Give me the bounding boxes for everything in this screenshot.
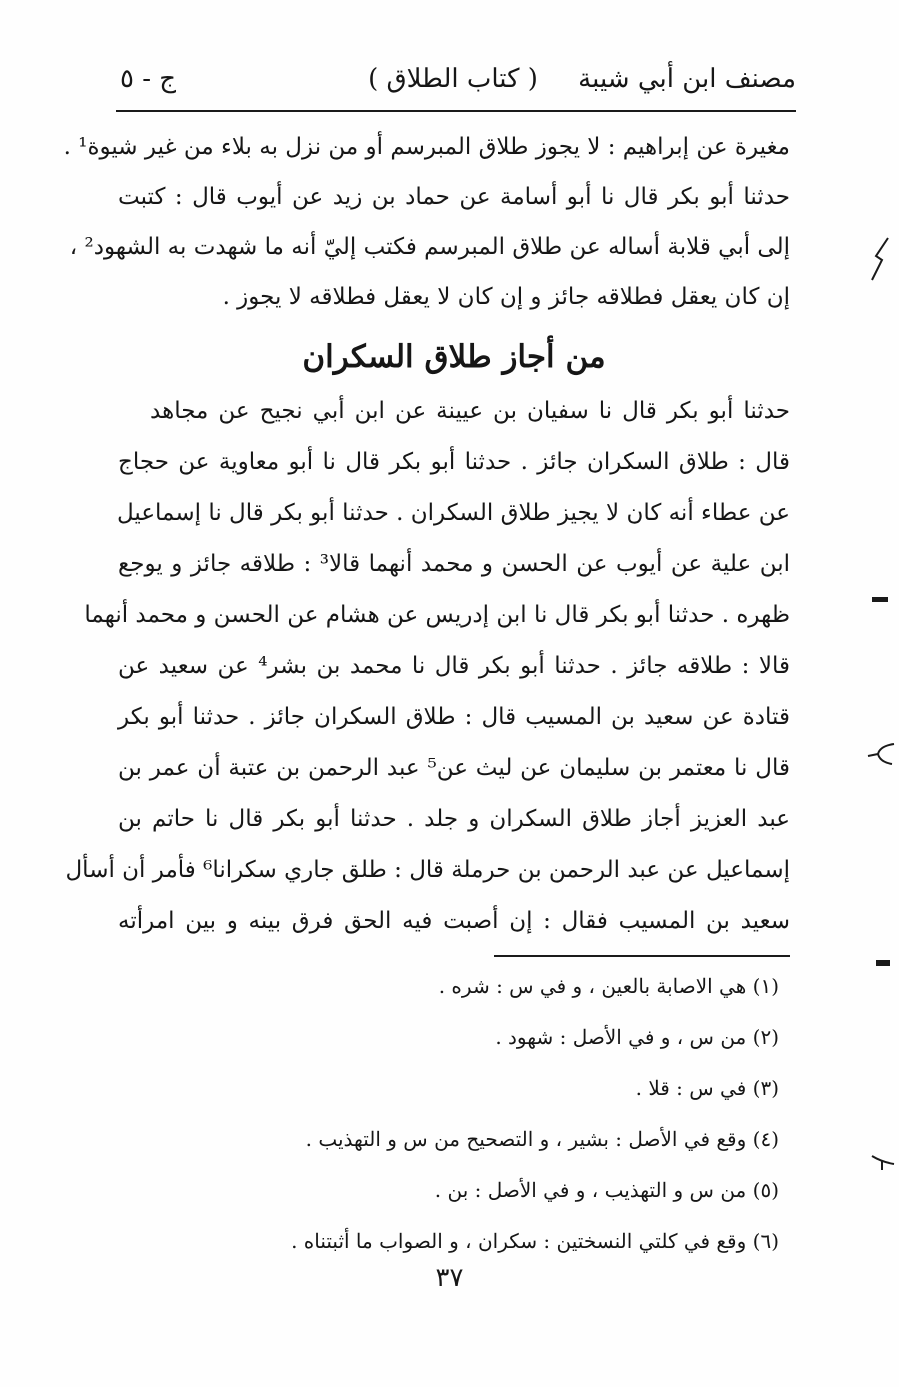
text-line: قال نا معتمر بن سليمان عن ليث عن⁵ عبد الرحمن بن عتبة أن عمر بن [118,755,790,781]
chapter-title: ( كتاب الطلاق ) [368,64,538,94]
margin-mark-icon [868,236,894,282]
header-rule [116,110,796,112]
footnote-5: (٥) من س و التهذيب ، و في الأصل : بن . [434,1178,779,1202]
paragraph-1 [63,122,790,322]
text-line: قال : طلاق السكران جائز . حدثنا أبو بكر قال نا أبو معاوية عن حجاج [118,449,790,475]
margin-dash-icon [874,954,892,972]
text-line: ظهره . حدثنا أبو بكر قال نا ابن إدريس عن هشام عن الحسن و محمد أنهما [84,602,790,628]
paragraph-2 [65,386,790,946]
text-line: إن كان يعقل فطلاقه جائز و إن كان لا يعقل فطلاقه لا يجوز . [222,284,790,310]
footnote-rule [494,955,790,957]
footnote-6: (٦) وقع في كلتي النسختين : سكران ، و الصواب ما أثبتناه . [291,1229,779,1253]
footnote-2: (٢) من س ، و في الأصل : شهود . [495,1025,779,1049]
text-line: ابن علية عن أيوب عن الحسن و محمد أنهما قالا³ : طلاقه جائز و يوجع [118,551,790,577]
margin-tick-icon [870,1150,896,1174]
text-line: عبد العزيز أجاز طلاق السكران و جلد . حدثنا أبو بكر قال نا حاتم بن [118,806,790,832]
text-line: قالا : طلاقه جائز . حدثنا أبو بكر قال نا محمد بن بشر⁴ عن سعيد عن [118,653,790,679]
text-line: قتادة عن سعيد بن المسيب قال : طلاق السكران جائز . حدثنا أبو بكر [118,704,790,730]
footnote-4: (٤) وقع في الأصل : بشير ، و التصحيح من س و التهذيب . [305,1127,779,1151]
text-line: عن عطاء أنه كان لا يجيز طلاق السكران . حدثنا أبو بكر قال نا إسماعيل [116,500,790,526]
running-header [110,58,796,102]
section-heading: من أجاز طلاق السكران [302,339,606,375]
margin-dash-icon [870,590,890,610]
margin-bracket-icon [866,740,896,774]
text-line: حدثنا أبو بكر قال نا أبو أسامة عن حماد بن زيد عن أيوب قال : كتبت [118,184,790,210]
text-line: مغيرة عن إبراهيم : لا يجوز طلاق المبرسم أو من نزل به بلاء من غير شيوة¹ . [63,134,790,160]
page-number: ٣٧ [435,1263,464,1293]
text-line: حدثنا أبو بكر قال نا سفيان بن عيينة عن ابن أبي نجيح عن مجاهد [150,398,790,424]
text-line: سعيد بن المسيب فقال : إن أصبت فيه الحق فرق بينه و بين امرأته [118,908,790,934]
text-line: إلى أبي قلابة أساله عن طلاق المبرسم فكتب إليّ أنه ما شهدت به الشهود² ، [69,234,790,260]
text-line: إسماعيل عن عبد الرحمن بن حرملة قال : طلق جاري سكرانا⁶ فأمر أن أسأل [65,857,790,883]
volume-number: ج - ٥ [120,64,177,94]
footnote-1: (١) هي الاصابة بالعين ، و في س : شره . [438,974,779,998]
book-title: مصنف ابن أبي شيبة [578,64,796,94]
footnote-3: (٣) في س : قلا . [635,1076,779,1100]
